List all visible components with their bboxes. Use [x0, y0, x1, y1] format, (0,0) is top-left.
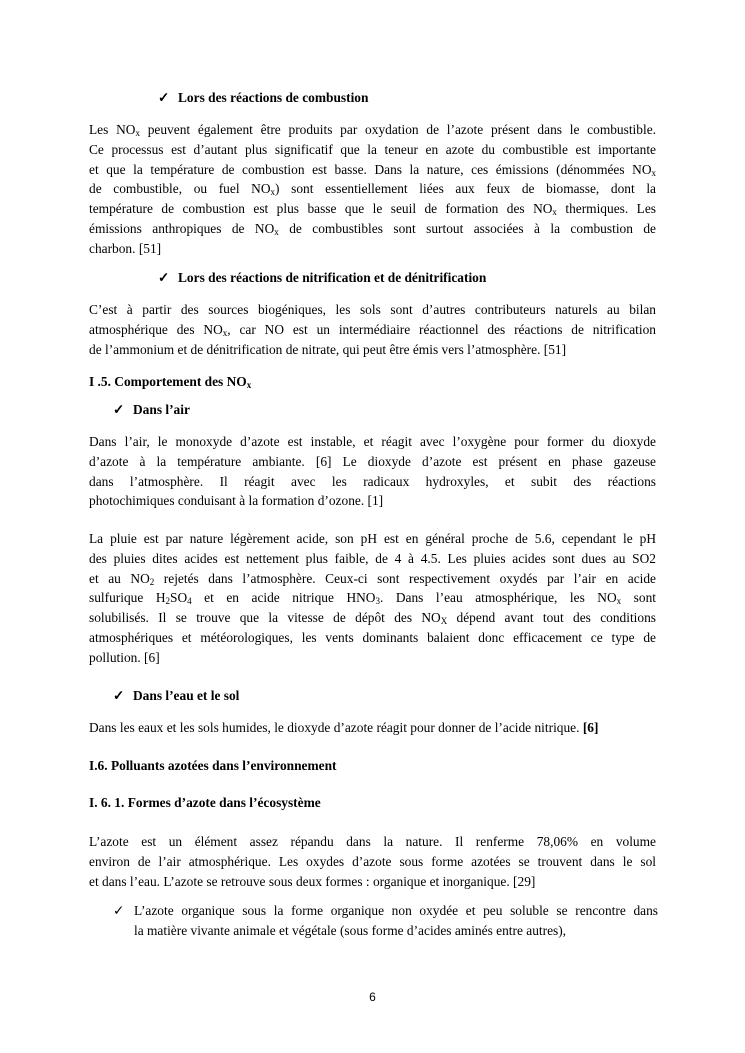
checkmark-icon: ✓ [158, 90, 170, 105]
air-heading: Dans l’air [133, 402, 190, 417]
checkmark-icon: ✓ [113, 402, 125, 417]
page-number: 6 [369, 990, 376, 1004]
nitrification-heading: Lors des réactions de nitrification et de dénitrification [178, 270, 487, 285]
checkmark-icon: ✓ [113, 903, 125, 918]
checkmark-icon: ✓ [158, 270, 170, 285]
checkbullet-nitrification [158, 268, 486, 288]
checkmark-icon: ✓ [113, 688, 125, 703]
paragraph-air: Dans l’air, le monoxyde d’azote est instable, et réagit avec l’oxygène pour former du dioxyde d’azote à la température ambiante. [6] Le dioxyde d’azote est présent en phase gazeuse dans l’atmosphère. Il réagit avec les radicaux hydroxyles, et subit des réactions photochimiques conduisant à la formation d’ozone. [1] [89, 434, 656, 509]
checkbullet-azote-organique [113, 901, 658, 941]
combustion-heading: Lors des réactions de combustion [178, 90, 369, 105]
checkbullet-air [113, 400, 190, 420]
section-heading-1-6: I.6. Polluants azotées dans l’environnement [89, 758, 337, 773]
section-heading-1-6-1: I. 6. 1. Formes d’azote dans l’écosystème [89, 795, 321, 810]
eau-sol-heading: Dans l’eau et le sol [133, 688, 240, 703]
paragraph-azote: L’azote est un élément assez répandu dans la nature. Il renferme 78,06% en volume environ de l’air atmosphérique. Les oxydes d’azote sous forme azotées se trouvent dans le sol et dans l’eau. L’azote se retrouve sous deux formes : organique et inorganique. [29] [89, 834, 656, 889]
azote-organique-line1: L’azote organique sous la forme organique non oxydée et peu soluble se rencontre dans [134, 903, 658, 918]
paragraph-eau: Dans les eaux et les sols humides, le dioxyde d’azote réagit pour donner de l’acide nitrique. [6] [89, 720, 599, 735]
section-heading-1-5: I .5. Comportement des $NO_x$ [89, 374, 252, 390]
reference-6: [6] [582, 720, 599, 735]
checkbullet-combustion [158, 88, 368, 108]
paragraph-pluie: La pluie est par nature légèrement acide, son pH est en général proche de 5.6, cependant le pH des pluies dites acides est nettement plus faible, de 4 à 4.5. Les pluies acides sont dues au SO2 et au $NO_2$ rejetés dans l’atmosphère. Ceux-ci sont respectivement oxydés par l’air en acide sulfurique $H_2SO_4$ et en acide nitrique $HNO_3$. Dans l’eau atmosphérique, les $NO_x$ sont solubilisés. Il se trouve que la vitesse de dépôt des $NO_X$ dépend avant tout des conditions atmosphériques et météorologiques, les vents dominants balaient donc efficacement ce type de pollution. [6] [89, 531, 657, 665]
checkbullet-eau-sol [113, 686, 239, 706]
paragraph-combustion: Les $NO_x$ peuvent également être produits par oxydation de l’azote présent dans le combustible. Ce processus est d’autant plus significatif que la teneur en azote du combustible est importante et que la température de combustion est basse. Dans la nature, ces émissions (dénommées $NO_x$ de combustible, ou fuel $NO_x$) sont essentiellement liées aux feux de biomasse, dont la température de combustion est plus basse que le seuil de formation des $NO_x$ thermiques. Les émissions anthropiques de $NO_x$ de combustibles sont surtout associées à la combustion de charbon. [51] [89, 122, 656, 256]
azote-organique-line2: la matière vivante animale et végétale (sous forme d’acides aminés entre autres), [134, 923, 567, 938]
paragraph-nitrification: C’est à partir des sources biogéniques, les sols sont d’autres contributeurs naturels au bilan atmosphérique des $NO_x$, car NO est un intermédiaire réactionnel des réactions de nitrification de l’ammonium et de dénitrification de nitrate, qui peut être émis vers l’atmosphère. [51] [89, 302, 656, 357]
